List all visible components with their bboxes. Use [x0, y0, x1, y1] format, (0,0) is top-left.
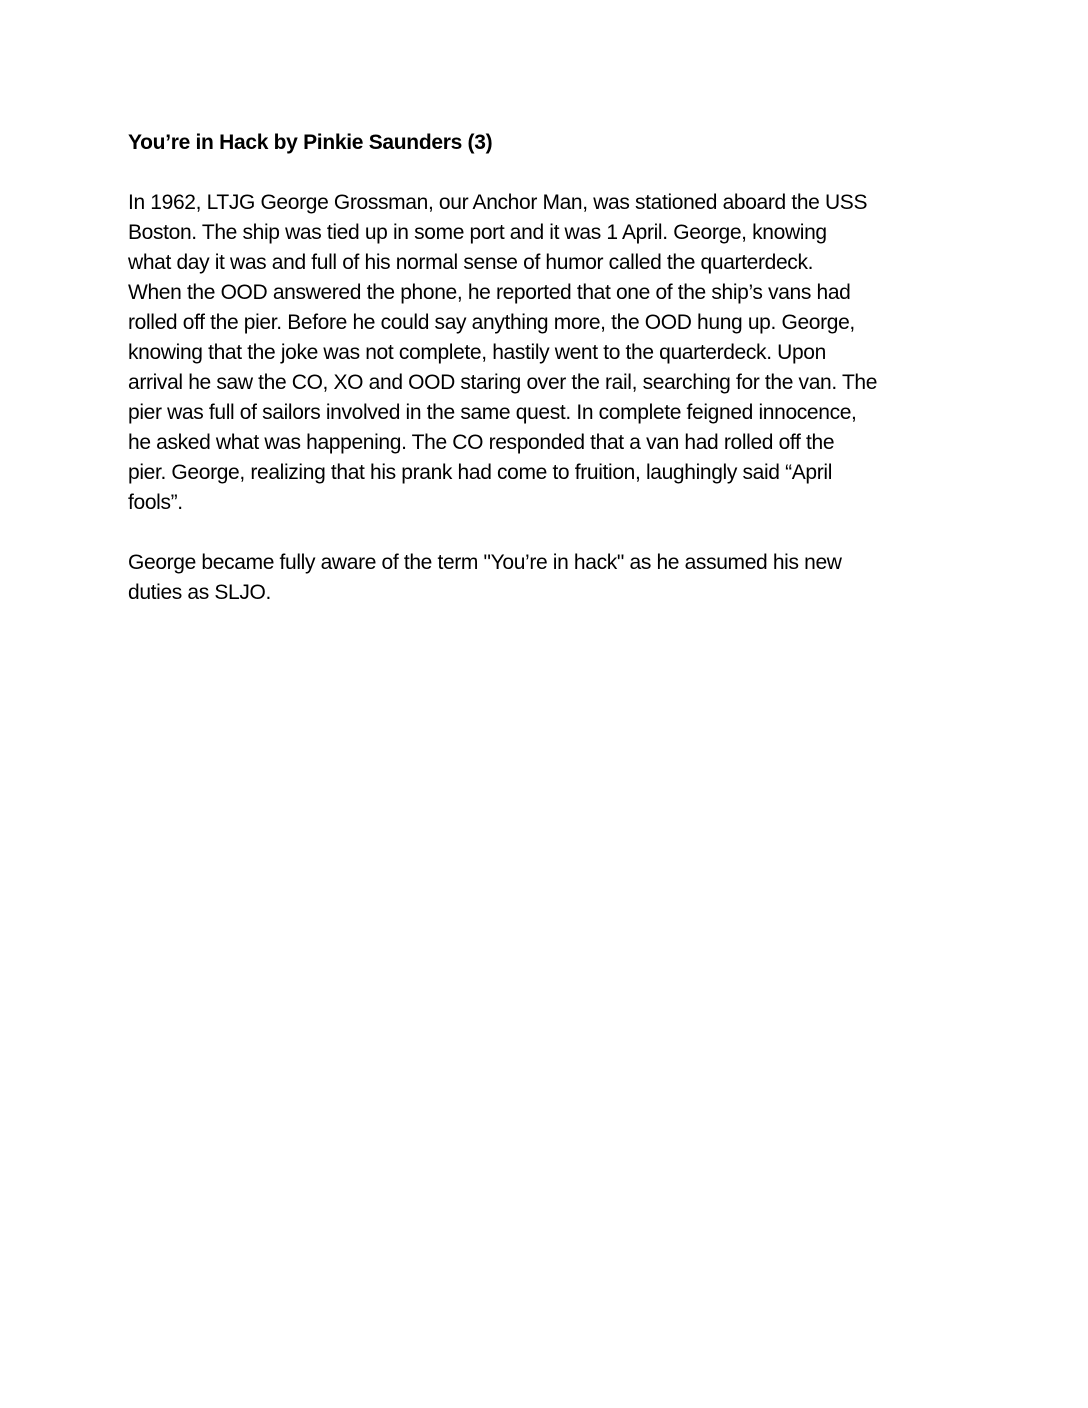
text-line: duties as SLJO. [128, 581, 271, 604]
text-line: knowing that the joke was not complete, hastily went to the quarterdeck. Upon [128, 341, 826, 364]
text-line: Boston. The ship was tied up in some port and it was 1 April. George, knowing [128, 221, 827, 244]
document-title: You’re in Hack by Pinkie Saunders (3) [128, 131, 493, 154]
text-line: fools”. [128, 491, 183, 514]
text-line: pier. George, realizing that his prank had come to fruition, laughingly said “April [128, 461, 833, 484]
text-line: rolled off the pier. Before he could say anything more, the OOD hung up. George, [128, 311, 855, 334]
text-line: what day it was and full of his normal sense of humor called the quarterdeck. [128, 251, 814, 274]
text-line: George became fully aware of the term "You’re in hack" as he assumed his new [128, 551, 842, 574]
text-line: pier was full of sailors involved in the same quest. In complete feigned innocence, [128, 401, 857, 424]
paragraph-1 [128, 188, 968, 518]
paragraph-2 [128, 548, 968, 608]
text-line: he asked what was happening. The CO responded that a van had rolled off the [128, 431, 835, 454]
document-body [128, 128, 968, 638]
text-line: When the OOD answered the phone, he reported that one of the ship’s vans had [128, 281, 851, 304]
text-line: In 1962, LTJG George Grossman, our Anchor Man, was stationed aboard the USS [128, 191, 868, 214]
text-line: arrival he saw the CO, XO and OOD staring over the rail, searching for the van. The [128, 371, 878, 394]
